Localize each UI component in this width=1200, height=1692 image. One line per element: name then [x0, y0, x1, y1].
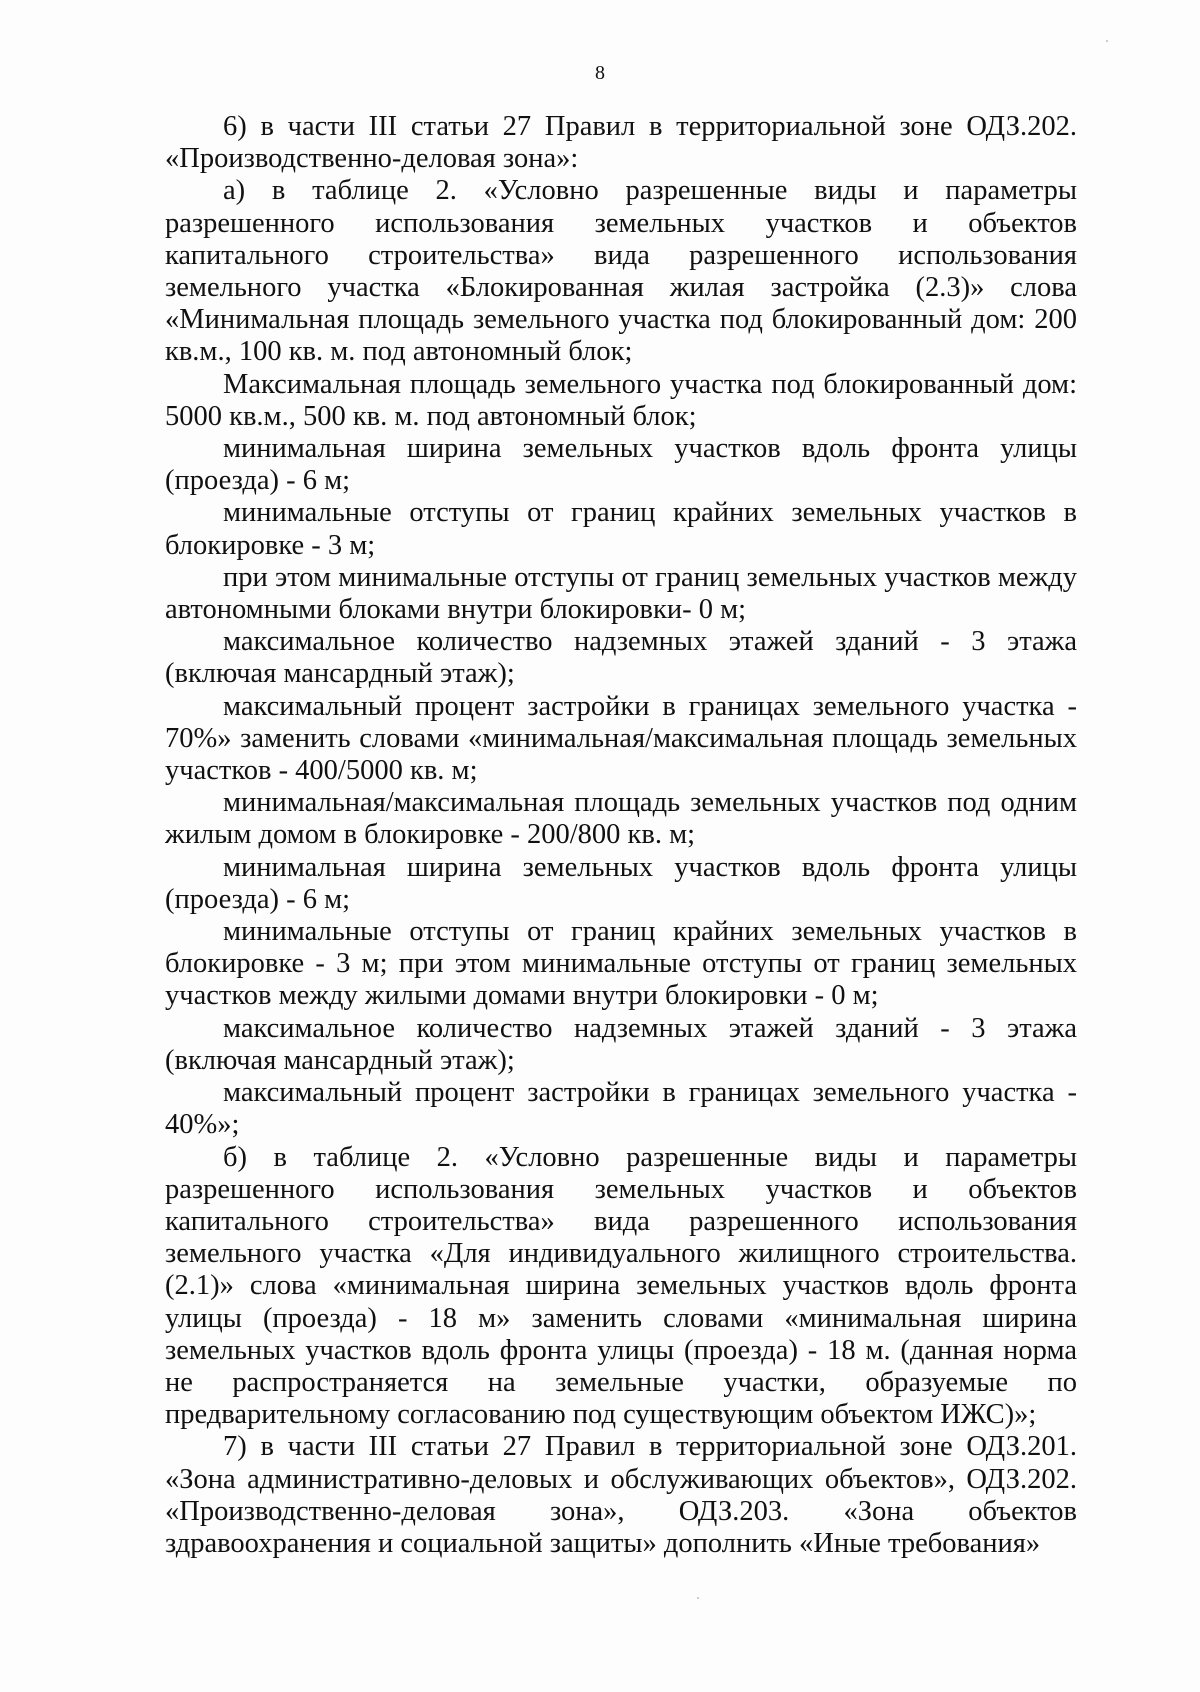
paragraph: а) в таблице 2. «Условно разрешенные виды и параметры разрешенного использования земельных участков и объектов капитального строительства» вида разрешенного использования земельного участка «Блокированная жилая застройка (2.3)» слова «Минимальная площадь земельного участка под блокированный дом: 200 кв.м., 100 кв. м. под автономный блок; [165, 175, 1077, 368]
paragraph: максимальный процент застройки в границах земельного участка - 40%»; [165, 1077, 1077, 1141]
paragraph: 7) в части III статьи 27 Правил в территориальной зоне ОДЗ.201. «Зона административно-деловых и обслуживающих объектов», ОДЗ.202. «Производственно-деловая зона», ОДЗ.203. «Зона объектов здравоохранения и социальной защиты» дополнить «Иные требования» [165, 1431, 1077, 1559]
paragraph: 6) в части III статьи 27 Правил в территориальной зоне ОДЗ.202. «Производственно-деловая зона»: [165, 111, 1077, 175]
paragraph: максимальное количество надземных этажей зданий - 3 этажа (включая мансардный этаж); [165, 626, 1077, 690]
paragraph: при этом минимальные отступы от границ земельных участков между автономными блоками внутри блокировки- 0 м; [165, 561, 1077, 626]
page-number: 8 [595, 62, 605, 84]
paragraph: Максимальная площадь земельного участка под блокированный дом: 5000 кв.м., 500 кв. м. под автономный блок; [165, 368, 1077, 432]
paragraph: минимальные отступы от границ крайних земельных участков в блокировке - 3 м; при этом минимальные отступы от границ земельных участков между жилыми домами внутри блокировки - 0 м; [165, 916, 1077, 1012]
paragraph: максимальный процент застройки в границах земельного участка - 70%» заменить словами «минимальная/максимальная площадь земельных участков - 400/5000 кв. м; [165, 690, 1077, 787]
paragraph: минимальная/максимальная площадь земельных участков под одним жилым домом в блокировке - 200/800 кв. м; [165, 787, 1077, 851]
document-body [165, 111, 1077, 1560]
scan-speck [1106, 40, 1108, 42]
paragraph: минимальные отступы от границ крайних земельных участков в блокировке - 3 м; [165, 497, 1077, 561]
paragraph: минимальная ширина земельных участков вдоль фронта улицы (проезда) - 6 м; [165, 433, 1077, 497]
scan-speck [697, 1597, 699, 1599]
paragraph: максимальное количество надземных этажей зданий - 3 этажа (включая мансардный этаж); [165, 1012, 1077, 1076]
paragraph: минимальная ширина земельных участков вдоль фронта улицы (проезда) - 6 м; [165, 851, 1077, 915]
paragraph: б) в таблице 2. «Условно разрешенные виды и параметры разрешенного использования земельных участков и объектов капитального строительства» вида разрешенного использования земельного участка «Для индивидуального жилищного строительства. (2.1)» слова «минимальная ширина земельных участков вдоль фронта улицы (проезда) - 18 м» заменить словами «минимальная ширина земельных участков вдоль фронта улицы (проезда) - 18 м. (данная норма не распространяется на земельные участки, образуемые по предварительному согласованию под существующим объектом ИЖС)»; [165, 1141, 1077, 1431]
